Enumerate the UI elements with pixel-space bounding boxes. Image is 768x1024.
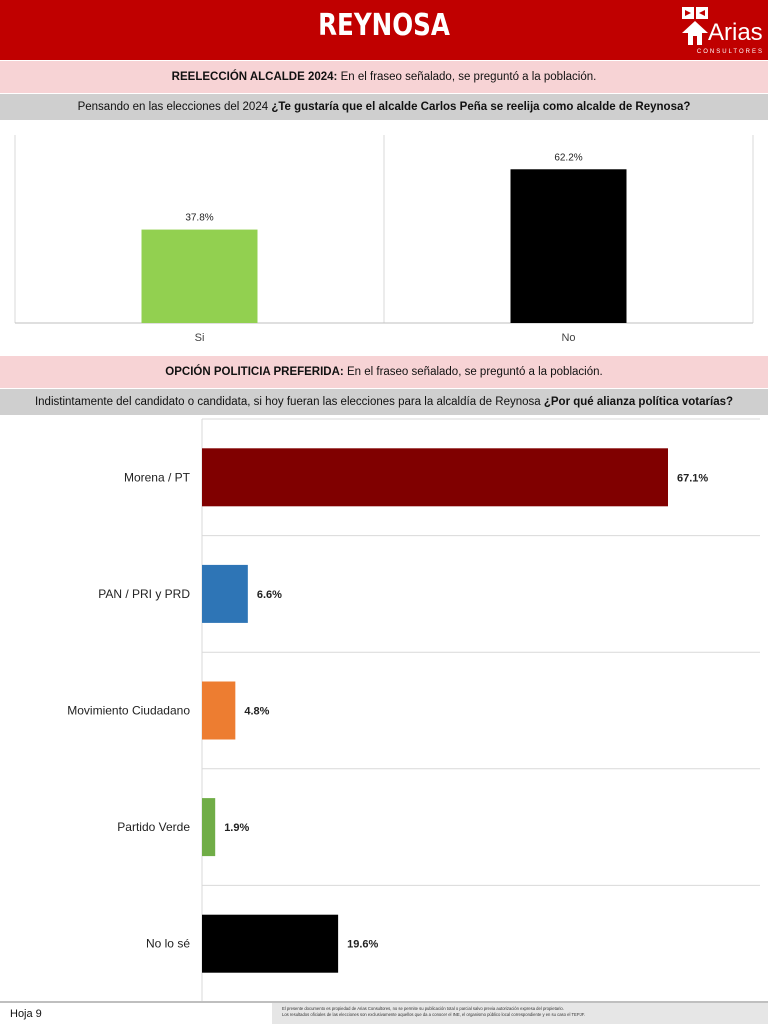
section1-question-prefix: Pensando en las elecciones del 2024 xyxy=(77,101,272,113)
section1-band xyxy=(0,61,768,93)
chart1-data-label: 62.2% xyxy=(554,152,583,164)
chart1-category-label: Si xyxy=(194,332,205,344)
footer-note-line1: El presente documento es propiedad de Arias Consultores, no se permite su publicación total o parcial salvo previa autorización expresa del propietario. xyxy=(282,1006,564,1011)
page-title: REYNOSA xyxy=(318,8,450,43)
arias-logo-icon xyxy=(680,5,710,49)
section2-question-bold: ¿Por qué alianza política votarías? xyxy=(543,396,734,408)
section1-question-bold: ¿Te gustaría que el alcalde Carlos Peña se reelija como alcalde de Reynosa? xyxy=(271,101,691,113)
page-number: Hoja 9 xyxy=(10,1008,42,1020)
chart2-bar xyxy=(202,682,235,740)
chart2-data-label: 67.1% xyxy=(677,472,709,485)
chart2-bar xyxy=(202,915,338,973)
chart2-data-label: 19.6% xyxy=(347,938,379,951)
footer-disclaimer xyxy=(272,1003,768,1024)
chart1-bar-si xyxy=(142,230,258,323)
chart1-data-label: 37.8% xyxy=(185,212,214,224)
section1-band-text: En el fraseo señalado, se preguntó a la población. xyxy=(337,71,597,83)
chart2-category-label: Movimiento Ciudadano xyxy=(67,703,190,718)
party-preference-bar-chart xyxy=(0,416,768,1002)
chart2-category-label: Morena / PT xyxy=(123,470,190,485)
chart2-category-label: PAN / PRI y PRD xyxy=(98,586,190,601)
section2-band xyxy=(0,356,768,388)
arias-logo xyxy=(678,5,764,57)
chart2-bar xyxy=(202,565,248,623)
logo-text: Arias xyxy=(708,19,763,46)
chart2-bar xyxy=(202,448,668,506)
section2-question-prefix: Indistintamente del candidato o candidata, si hoy fueran las elecciones para la alcaldía de Reynosa xyxy=(34,396,544,408)
chart2-data-label: 1.9% xyxy=(224,822,250,835)
section1-band-bold: REELECCIÓN ALCALDE 2024: xyxy=(171,71,338,83)
section1-question xyxy=(0,94,768,120)
footer-note-line2: Los resultados oficiales de las elecciones son exclusivamente aquellos que da a conocer el INE, el organismo público local correspondiente y en su caso el TEPJF. xyxy=(282,1012,585,1017)
reelection-bar-chart xyxy=(0,120,768,352)
chart2-category-label: No lo sé xyxy=(145,936,190,951)
chart1-bar-no xyxy=(511,169,627,323)
chart2-category-label: Partido Verde xyxy=(117,820,190,835)
header-bar xyxy=(0,0,768,60)
section2-question xyxy=(0,389,768,415)
chart1-category-label: No xyxy=(561,332,576,344)
chart2-data-label: 4.8% xyxy=(244,705,270,718)
section2-band-bold: OPCIÓN POLITICIA PREFERIDA: xyxy=(165,366,344,378)
section2-band-text: En el fraseo señalado, se preguntó a la población. xyxy=(343,366,603,378)
chart2-bar xyxy=(202,798,215,856)
chart2-data-label: 6.6% xyxy=(256,588,282,601)
logo-subtext: CONSULTORES xyxy=(696,49,764,55)
